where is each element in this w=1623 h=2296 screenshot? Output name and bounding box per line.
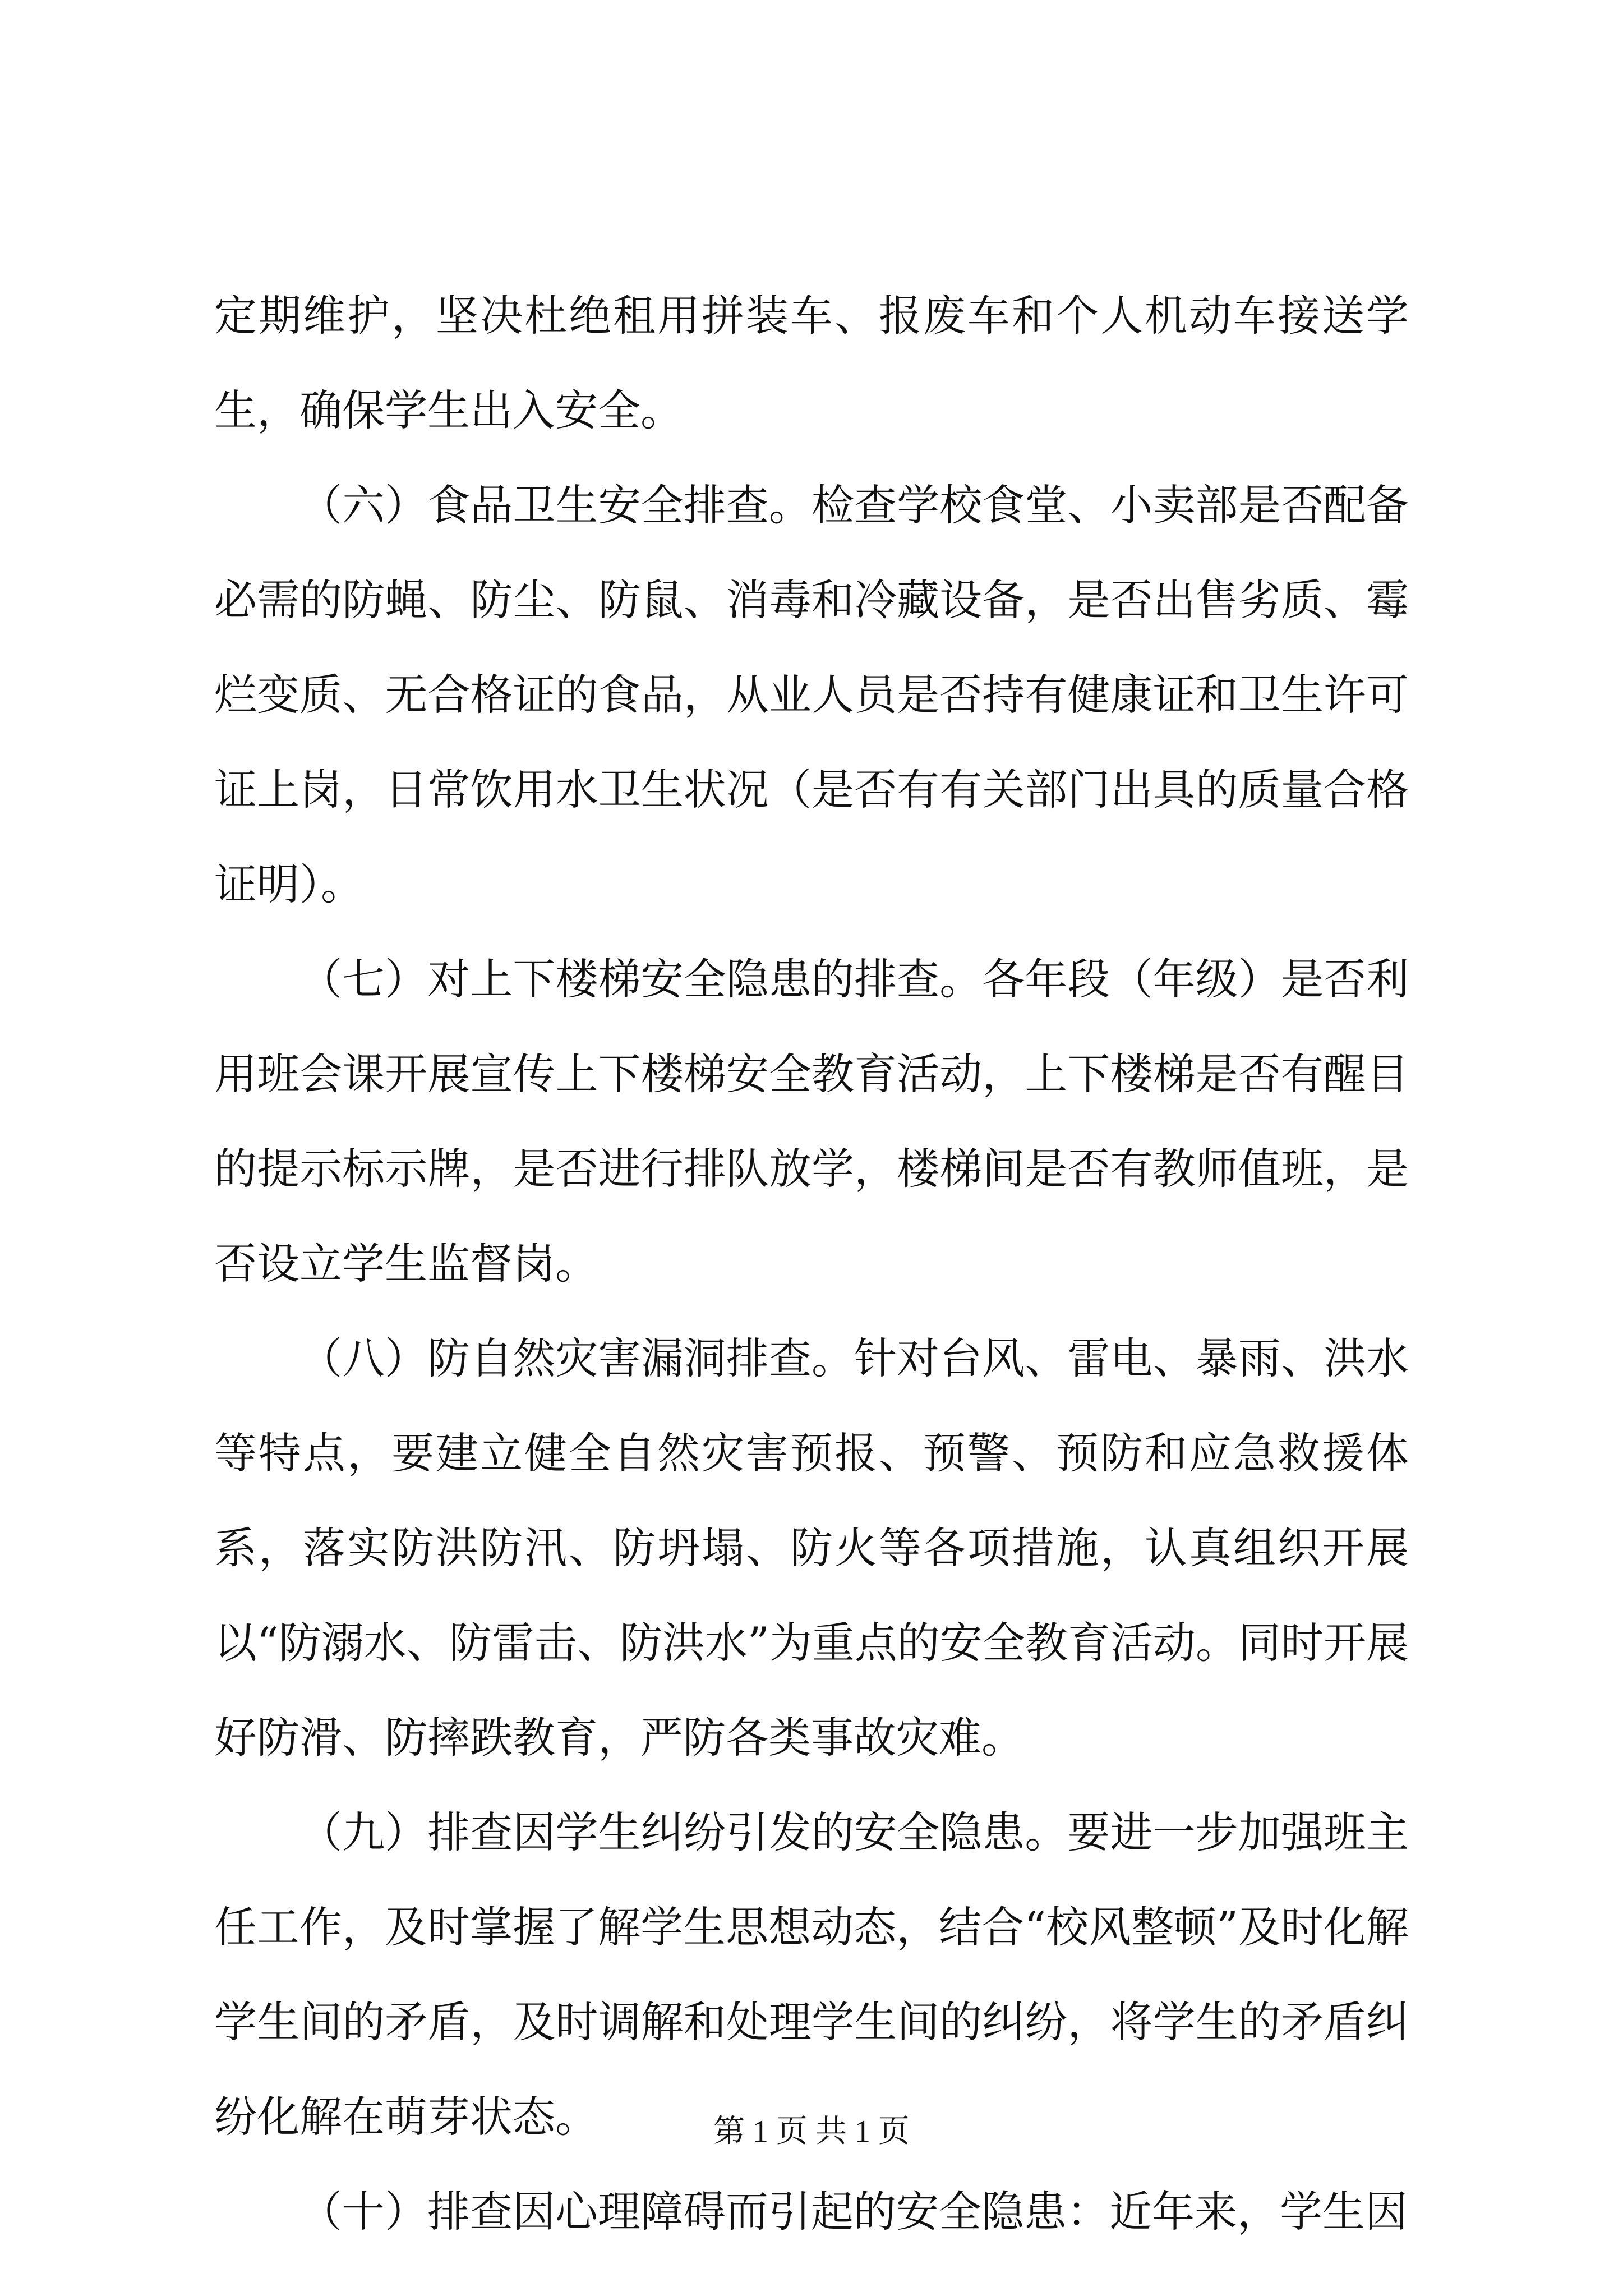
paragraph-student-disputes: （九）排查因学生纠纷引发的安全隐患。要进一步加强班主任工作，及时掌握了解学生思想动态，结合“校风整顿”及时化解学生间的矛盾，及时调解和处理学生间的纠纷，将学生的矛盾纠纷化解在萌芽状态。 [214, 1807, 1409, 2142]
paragraph-natural-disaster: （八）防自然灾害漏洞排查。针对台风、雷电、暴雨、洪水等特点，要建立健全自然灾害预报、预警、预防和应急救援体系，落实防洪防汛、防坍塌、防火等各项措施，认真组织开展以“防溺水、防雷击、防洪水”为重点的安全教育活动。同时开展好防滑、防摔跌教育，严防各类事故灾难。 [214, 1333, 1409, 1763]
paragraph-psychological: （十）排查因心理障碍而引起的安全隐患：近年来，学生因 [299, 2187, 1408, 2237]
document-body [214, 268, 1409, 2259]
paragraph-stairs-safety: （七）对上下楼梯安全隐患的排查。各年段（年级）是否利用班会课开展宣传上下楼梯安全教育活动，上下楼梯是否有醒目的提示标示牌，是否进行排队放学，楼梯间是否有教师值班，是否设立学生监督岗。 [214, 954, 1409, 1289]
paragraph-food-safety: （六）食品卫生安全排查。检查学校食堂、小卖部是否配备必需的防蝇、防尘、防鼠、消毒和冷藏设备，是否出售劣质、霉烂变质、无合格证的食品，从业人员是否持有健康证和卫生许可证上岗，日常饮用水卫生状况（是否有有关部门出具的质量合格证明）。 [214, 480, 1409, 909]
page-number-footer: 第 1 页 共 1 页 [713, 2114, 910, 2149]
paragraph-continuation: 定期维护，坚决杜绝租用拼装车、报废车和个人机动车接送学生，确保学生出入安全。 [214, 291, 1409, 435]
